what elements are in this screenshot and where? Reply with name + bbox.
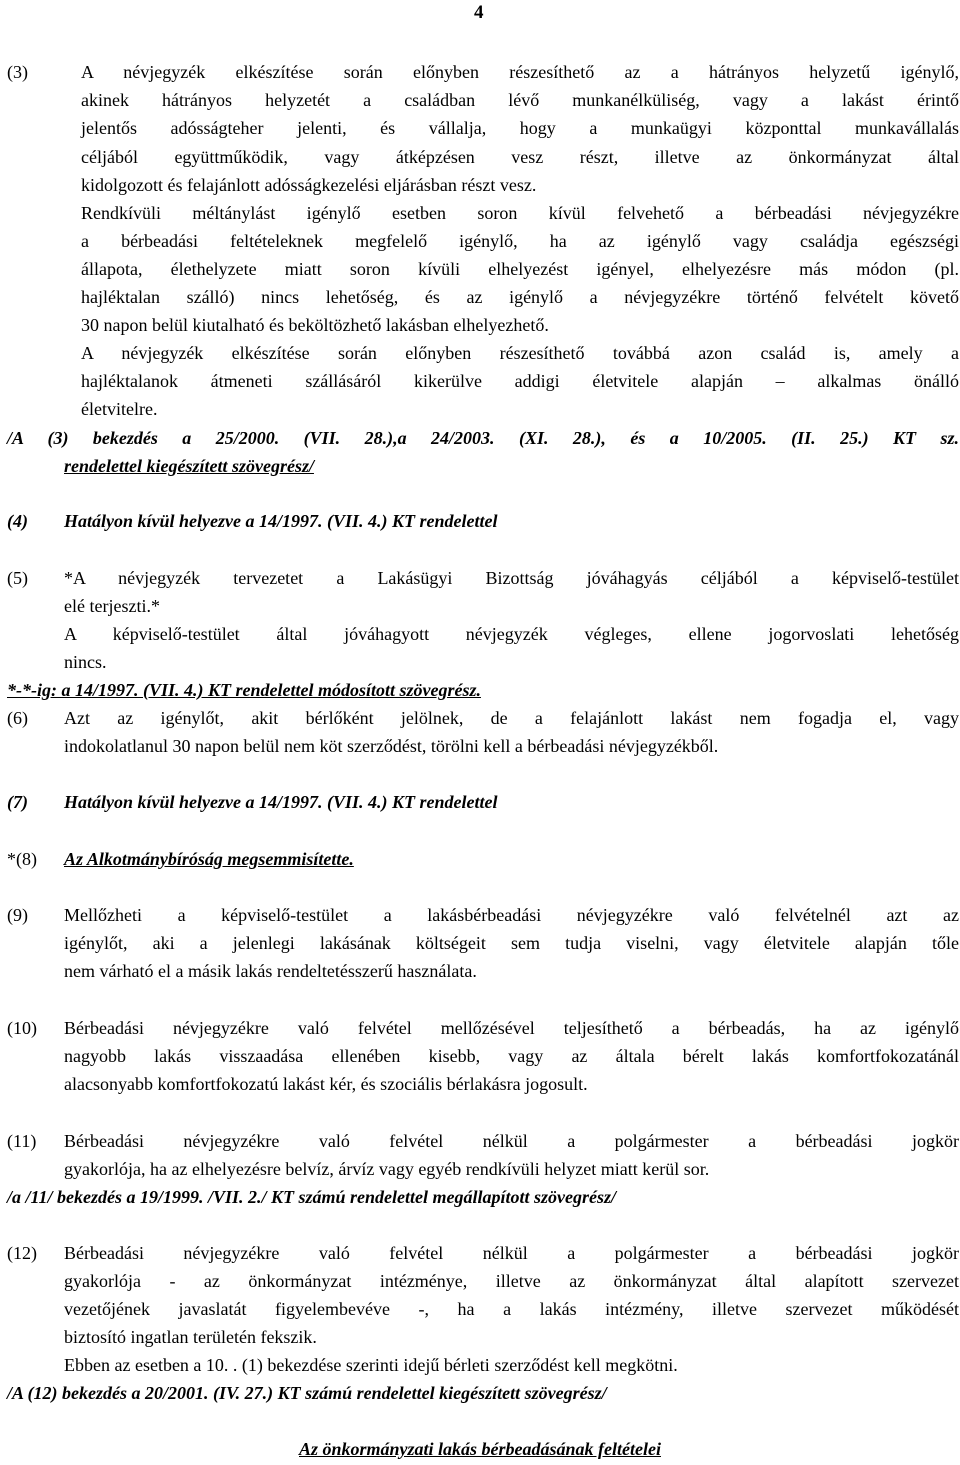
paragraph-7-number: (7) bbox=[7, 792, 28, 812]
paragraph-12-line: gyakorlója - az önkormányzat intézménye, illetve az önkormányzat által alapított szervezet bbox=[64, 1271, 959, 1291]
paragraph-5-number: (5) bbox=[7, 568, 28, 588]
paragraph-3-amendment-note: /A (3) bekezdés a 25/2000. (VII. 28.),a 24/2003. (XI. 28.), és a 10/2005. (II. 25.) KT sz. bbox=[7, 428, 959, 448]
paragraph-8-text: Az Alkotmánybíróság megsemmisítette. bbox=[64, 849, 354, 869]
paragraph-10-line: nagyobb lakás visszaadása ellenében kisebb, vagy az általa bérelt lakás komfortfokozatánál bbox=[64, 1046, 959, 1066]
paragraph-5-line: *A névjegyzék tervezetet a Lakásügyi Bizottság jóváhagyás céljából a képviselő-testület bbox=[64, 568, 959, 588]
page-number: 4 bbox=[474, 2, 484, 23]
paragraph-3-line: jelentős adósságteher jelenti, és vállalja, hogy a munkaügyi központtal munkavállalás bbox=[81, 118, 959, 138]
paragraph-12-line: Bérbeadási névjegyzékre való felvétel nélkül a polgármester a bérbeadási jogkör bbox=[64, 1243, 959, 1263]
paragraph-12-amendment-note: /A (12) bekezdés a 20/2001. (IV. 27.) KT számú rendelettel kiegészített szövegrész/ bbox=[7, 1383, 607, 1403]
paragraph-5-line: nincs. bbox=[64, 652, 107, 672]
paragraph-3-amendment-note-cont: rendelettel kiegészített szövegrész/ bbox=[64, 456, 314, 476]
paragraph-10-number: (10) bbox=[7, 1018, 37, 1038]
paragraph-3-line: hajléktalanok átmeneti szállásáról kikerülve addigi életvitele alapján – alkalmas önálló bbox=[81, 371, 959, 391]
paragraph-7-text: Hatályon kívül helyezve a 14/1997. (VII. 4.) KT rendelettel bbox=[64, 792, 498, 812]
paragraph-3-line: akinek hátrányos helyzetét a családban lévő munkanélküliség, vagy a lakást érintő bbox=[81, 90, 959, 110]
paragraph-3-line: Rendkívüli méltánylást igénylő esetben soron kívül felvehető a bérbeadási névjegyzékre bbox=[81, 203, 959, 223]
paragraph-5-line: A képviselő-testület által jóváhagyott névjegyzék végleges, ellene jogorvoslati lehetőség bbox=[64, 624, 959, 644]
paragraph-3-number: (3) bbox=[7, 62, 28, 82]
paragraph-12-number: (12) bbox=[7, 1243, 37, 1263]
paragraph-12-line: vezetőjének javaslatát figyelembevéve -, ha a lakás intézmény, illetve szervezet működését bbox=[64, 1299, 959, 1319]
paragraph-6-number: (6) bbox=[7, 708, 28, 728]
paragraph-9-line: igénylőt, aki a jelenlegi lakásának költségeit sem tudja viselni, vagy életvitele alapján tőle bbox=[64, 933, 959, 953]
paragraph-12-line: biztosító ingatlan területén fekszik. bbox=[64, 1327, 317, 1347]
paragraph-6-line: indokolatlanul 30 napon belül nem köt szerződést, törölni kell a bérbeadási névjegyzékből. bbox=[64, 736, 719, 756]
paragraph-5-amendment-note: *-*-ig: a 14/1997. (VII. 4.) KT rendelettel módosított szövegrész. bbox=[7, 680, 481, 700]
paragraph-11-line: Bérbeadási névjegyzékre való felvétel nélkül a polgármester a bérbeadási jogkör bbox=[64, 1131, 959, 1151]
paragraph-10-line: Bérbeadási névjegyzékre való felvétel mellőzésével teljesíthető a bérbeadás, ha az igénylő bbox=[64, 1018, 959, 1038]
paragraph-4-text: Hatályon kívül helyezve a 14/1997. (VII. 4.) KT rendelettel bbox=[64, 511, 498, 531]
paragraph-3-line: 30 napon belül kiutalható és beköltözhető lakásban elhelyezhető. bbox=[81, 315, 549, 335]
section-heading: Az önkormányzati lakás bérbeadásának feltételei bbox=[299, 1439, 661, 1459]
paragraph-3-line: kidolgozott és felajánlott adósságkezelési eljárásban részt vesz. bbox=[81, 175, 537, 195]
paragraph-9-line: Mellőzheti a képviselő-testület a lakásbérbeadási névjegyzékre való felvételnél azt az bbox=[64, 905, 959, 925]
paragraph-10-line: alacsonyabb komfortfokozatú lakást kér, és szociális bérlakásra jogosult. bbox=[64, 1074, 588, 1094]
paragraph-3-line: a bérbeadási feltételeknek megfelelő igénylő, ha az igénylő vagy családja egészségi bbox=[81, 231, 959, 251]
paragraph-3-line: A névjegyzék elkészítése során előnyben részesíthető továbbá azon család is, amely a bbox=[81, 343, 959, 363]
paragraph-3-line: állapota, élethelyzete miatt soron kívüli elhelyezést igényel, elhelyezésre más módon (pl. bbox=[81, 259, 959, 279]
paragraph-8-number: *(8) bbox=[7, 849, 37, 869]
paragraph-12-line: Ebben az esetben a 10. . (1) bekezdése szerinti idejű bérleti szerződést kell megkötni. bbox=[64, 1355, 678, 1375]
paragraph-5-line: elé terjeszti.* bbox=[64, 596, 160, 616]
paragraph-9-number: (9) bbox=[7, 905, 28, 925]
paragraph-4-number: (4) bbox=[7, 511, 28, 531]
paragraph-6-line: Azt az igénylőt, akit bérlőként jelölnek, de a felajánlott lakást nem fogadja el, vagy bbox=[64, 708, 959, 728]
paragraph-3-line: életvitelre. bbox=[81, 399, 158, 419]
paragraph-11-line: gyakorlója, ha az elhelyezésre belvíz, árvíz vagy egyéb rendkívüli helyzet miatt kerül sor. bbox=[64, 1159, 710, 1179]
paragraph-3-line: hajléktalan szálló) nincs lehetőség, és az igénylő a névjegyzékre történő felvételt követő bbox=[81, 287, 959, 307]
paragraph-3-line: céljából együttműködik, vagy átképzésen vesz részt, illetve az önkormányzat által bbox=[81, 147, 959, 167]
paragraph-9-line: nem várható el a másik lakás rendeltetésszerű használata. bbox=[64, 961, 477, 981]
paragraph-3-line: A névjegyzék elkészítése során előnyben részesíthető az a hátrányos helyzetű igénylő, bbox=[81, 62, 959, 82]
paragraph-11-amendment-note: /a /11/ bekezdés a 19/1999. /VII. 2./ KT számú rendelettel megállapított szövegrész/ bbox=[7, 1187, 616, 1207]
paragraph-11-number: (11) bbox=[7, 1131, 37, 1151]
